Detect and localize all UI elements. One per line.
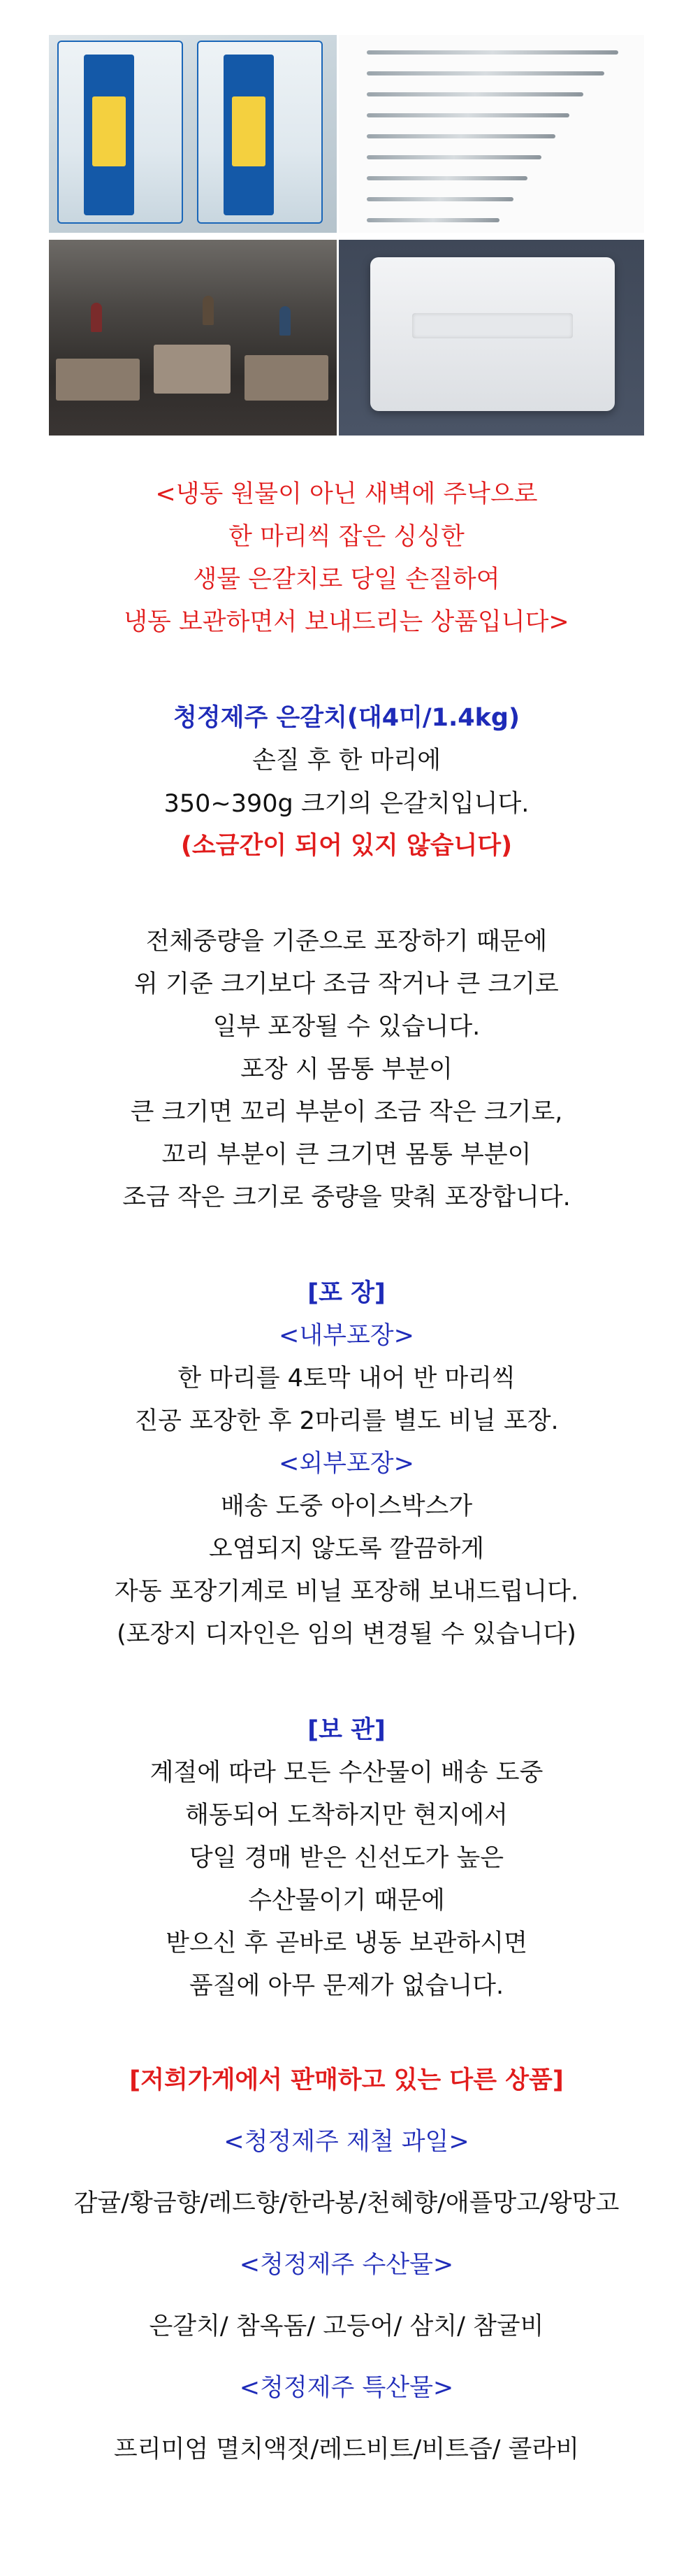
fish-package-left: [57, 41, 183, 224]
product-line: 손질 후 한 마리에: [251, 747, 442, 775]
weight-info-line: 꼬리 부분이 큰 크기면 몸통 부분이: [161, 1141, 532, 1169]
other-products-title: [저희가게에서 판매하고 있는 다른 상품]: [129, 2066, 564, 2094]
fish-market-photo: [49, 240, 337, 436]
weight-info-line: 큰 크기면 꼬리 부분이 조금 작은 크기로,: [130, 1098, 563, 1126]
product-group-label: <청정제주 제철 과일>: [224, 2128, 469, 2156]
weight-info-line: 위 기준 크기보다 조금 작거나 큰 크기로: [134, 970, 559, 998]
product-group-items: 은갈치/ 참옥돔/ 고등어/ 삼치/ 참굴비: [149, 2312, 544, 2340]
inner-packaging-line: 진공 포장한 후 2마리를 별도 비닐 포장.: [134, 1407, 559, 1435]
weight-info-line: 조금 작은 크기로 중량을 맞춰 포장합니다.: [122, 1183, 571, 1211]
storage-line: 당일 경매 받은 신선도가 높은: [189, 1844, 504, 1872]
outer-packaging-label: <외부포장>: [279, 1450, 414, 1478]
storage-line: 계절에 따라 모든 수산물이 배송 도중: [149, 1759, 544, 1787]
packed-box-photo: [339, 240, 644, 436]
inner-packaging-line: 한 마리를 4토막 내어 반 마리씩: [177, 1365, 516, 1393]
weight-info-line: 일부 포장될 수 있습니다.: [212, 1013, 481, 1041]
storage-title: [보 관]: [307, 1716, 386, 1744]
fish-package-right: [197, 41, 323, 224]
outer-packaging-line: 자동 포장기계로 비닐 포장해 보내드립니다.: [114, 1578, 579, 1606]
product-photo-grid: [0, 0, 693, 447]
product-group-label: <청정제주 수산물>: [239, 2251, 454, 2279]
storage-line: 해동되어 도착하지만 현지에서: [185, 1801, 508, 1829]
weight-info-line: 포장 시 몸통 부분이: [240, 1056, 453, 1084]
packaged-fish-photo: [49, 35, 337, 233]
outer-packaging-line: 배송 도중 아이스박스가: [220, 1492, 473, 1520]
packaging-title: [포 장]: [307, 1279, 386, 1307]
intro-line: 생물 은갈치로 당일 손질하여: [193, 566, 500, 593]
weight-info-line: 전체중량을 기준으로 포장하기 때문에: [145, 928, 548, 956]
product-group-label: <청정제주 특산물>: [239, 2374, 454, 2402]
product-line: 350~390g 크기의 은갈치입니다.: [163, 790, 530, 818]
storage-line: 수산물이기 때문에: [248, 1887, 445, 1915]
outer-packaging-line: 오염되지 않도록 깔끔하게: [208, 1535, 485, 1563]
outer-packaging-line: (포장지 디자인은 임의 변경될 수 있습니다): [117, 1620, 576, 1648]
product-group-items: 프리미엄 멸치액젓/레드비트/비트즙/ 콜라비: [113, 2435, 580, 2463]
intro-line: 한 마리씩 잡은 싱싱한: [228, 523, 465, 551]
inner-packaging-label: <내부포장>: [279, 1322, 414, 1350]
storage-line: 받으신 후 곧바로 냉동 보관하시면: [166, 1929, 527, 1957]
storage-line: 품질에 아무 문제가 없습니다.: [189, 1972, 504, 2000]
intro-line: <냉동 원물이 아닌 새벽에 주낙으로: [155, 480, 538, 508]
product-title: 청정제주 은갈치(대4미/1.4kg): [173, 704, 520, 732]
product-group-items: 감귤/황금향/레드향/한라봉/천혜향/애플망고/왕망고: [73, 2189, 620, 2217]
intro-line: 냉동 보관하면서 보내드리는 상품입니다>: [124, 608, 569, 636]
fish-size-chart-photo: [339, 35, 644, 233]
product-note: (소금간이 되어 있지 않습니다): [180, 832, 513, 860]
